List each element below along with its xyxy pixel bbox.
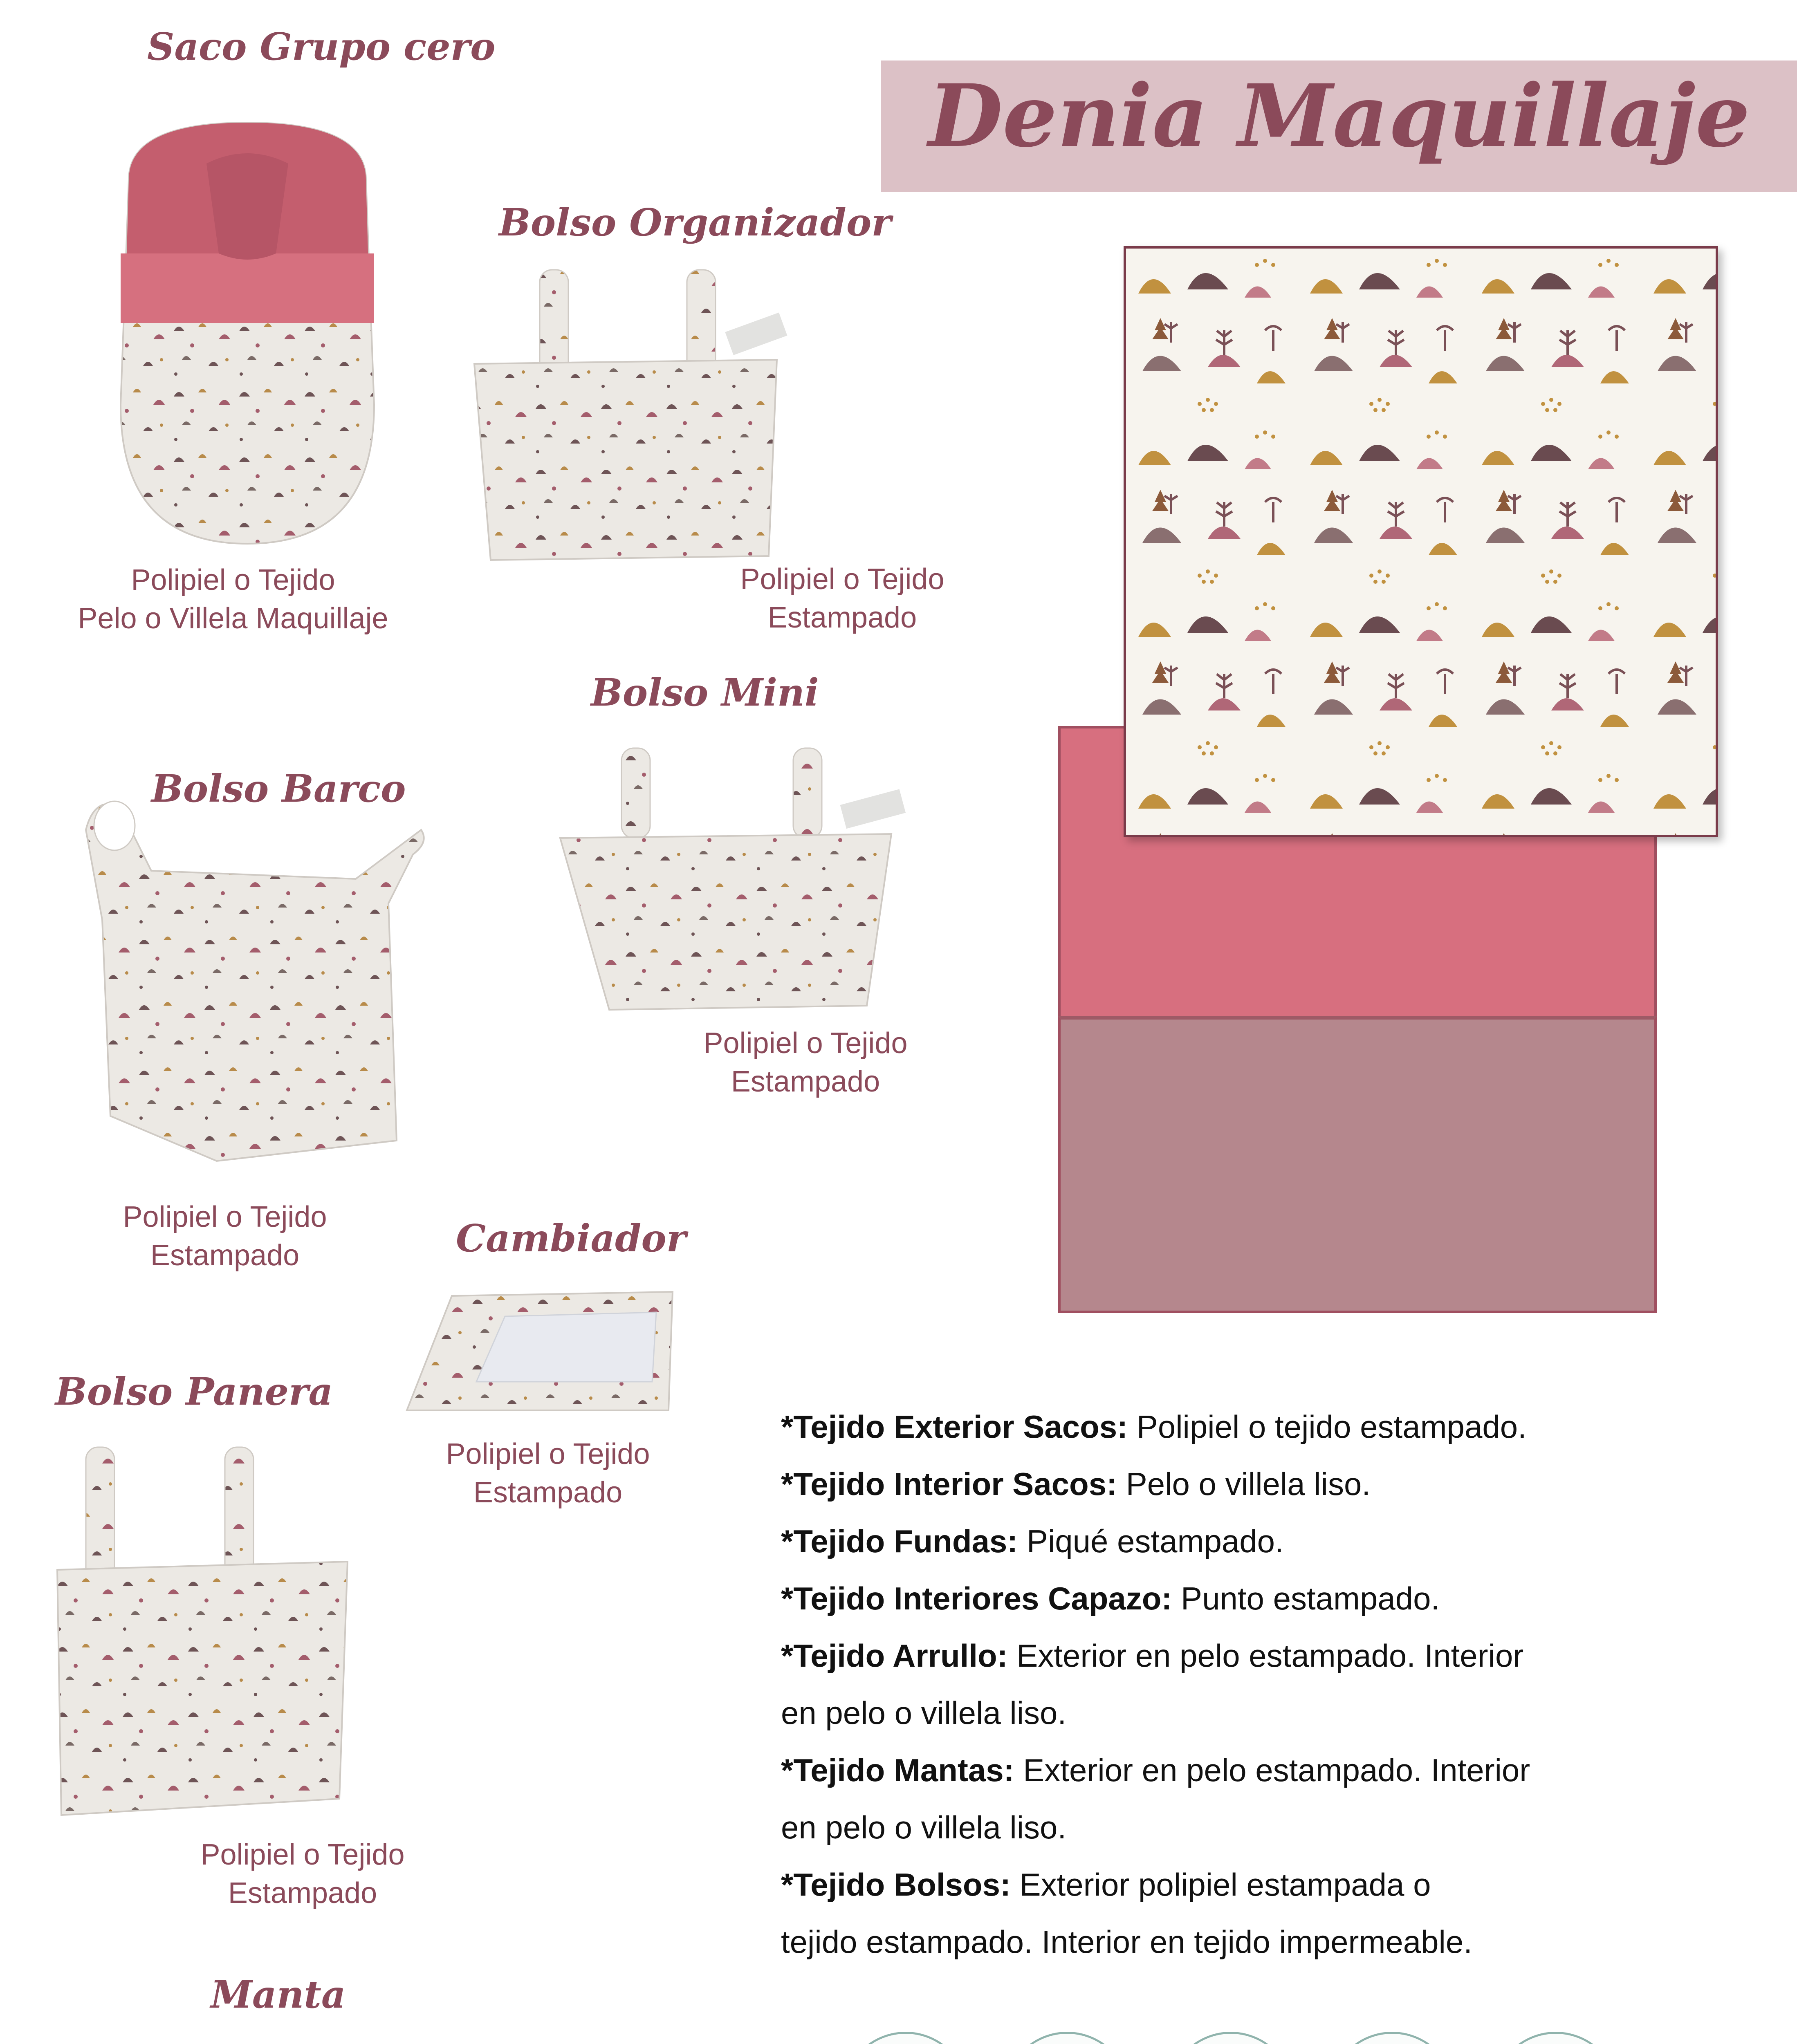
spec-line: *Tejido Mantas: Exterior en pelo estampado. Interior [781, 1752, 1530, 1788]
caption-line: Estampado [731, 1065, 880, 1098]
recycled-fabrics-badge [1329, 2032, 1456, 2044]
spec-line: *Tejido Fundas: Piqué estampado. [781, 1523, 1284, 1559]
caption-line: Polipiel o Tejido [446, 1438, 650, 1470]
product-title-bolso-mini: Bolso Mini [591, 670, 819, 715]
eco-friendly-badge [842, 2032, 969, 2044]
product-caption-saco [61, 561, 405, 638]
caption-line: Estampado [473, 1476, 623, 1509]
caption-line: Estampado [228, 1877, 377, 1910]
product-title-manta: Manta [211, 1972, 346, 2017]
page-title: Denia Maquillaje [928, 65, 1750, 166]
product-title-bolso-organizador: Bolso Organizador [499, 200, 891, 244]
spec-line: en pelo o villela liso. [781, 1809, 1067, 1845]
caption-line: Polipiel o Tejido [131, 564, 335, 596]
product-title-bolso-panera: Bolso Panera [55, 1369, 333, 1414]
caption-line: Polipiel o Tejido [200, 1838, 405, 1871]
spec-line: *Tejido Bolsos: Exterior polipiel estampada o [781, 1867, 1431, 1903]
product-title-bolso-barco: Bolso Barco [151, 766, 406, 811]
cruelty-free-badge [1004, 2032, 1131, 2044]
bolso-organizador-image [466, 262, 793, 564]
cambiador-image [403, 1288, 681, 1419]
spec-line: *Tejido Arrullo: Exterior en pelo estampado. Interior [781, 1638, 1524, 1674]
bolso-barco-image [70, 797, 429, 1165]
product-caption-bolso-panera [147, 1836, 458, 1912]
swatch-rose-villela [1058, 1016, 1657, 1313]
footprint-carbon-badge [1492, 2032, 1619, 2044]
saco-grupo-cero-image [104, 119, 390, 548]
caption-line: Polipiel o Tejido [123, 1201, 327, 1233]
spec-line: *Tejido Interiores Capazo: Punto estampado. [781, 1580, 1440, 1616]
product-title-saco: Saco Grupo cero [147, 25, 496, 69]
caption-line: Pelo o Villela Maquillaje [78, 602, 388, 635]
caption-line: Estampado [767, 601, 917, 634]
caption-line: Polipiel o Tejido [740, 563, 944, 596]
swatch-printed-fabric [1124, 246, 1718, 837]
spec-line: en pelo o villela liso. [781, 1695, 1067, 1731]
product-caption-bolso-barco [70, 1198, 380, 1275]
spec-line: *Tejido Interior Sacos: Pelo o villela liso. [781, 1466, 1371, 1502]
caption-line: Polipiel o Tejido [703, 1027, 908, 1060]
product-caption-bolso-mini [650, 1024, 961, 1101]
bolso-panera-image [53, 1439, 356, 1819]
product-caption-cambiador [393, 1435, 703, 1512]
spec-line: tejido estampado. Interior en tejido impermeable. [781, 1924, 1472, 1960]
product-title-cambiador: Cambiador [456, 1216, 686, 1260]
caption-line: Estampado [150, 1239, 300, 1272]
bolso-mini-image [556, 744, 912, 1014]
product-caption-bolso-organizador [687, 560, 998, 637]
fabric-specs [781, 1398, 1530, 1970]
spec-line: *Tejido Exterior Sacos: Polipiel o tejido estampado. [781, 1409, 1527, 1445]
gentle-on-skin-badge [1167, 2032, 1294, 2044]
